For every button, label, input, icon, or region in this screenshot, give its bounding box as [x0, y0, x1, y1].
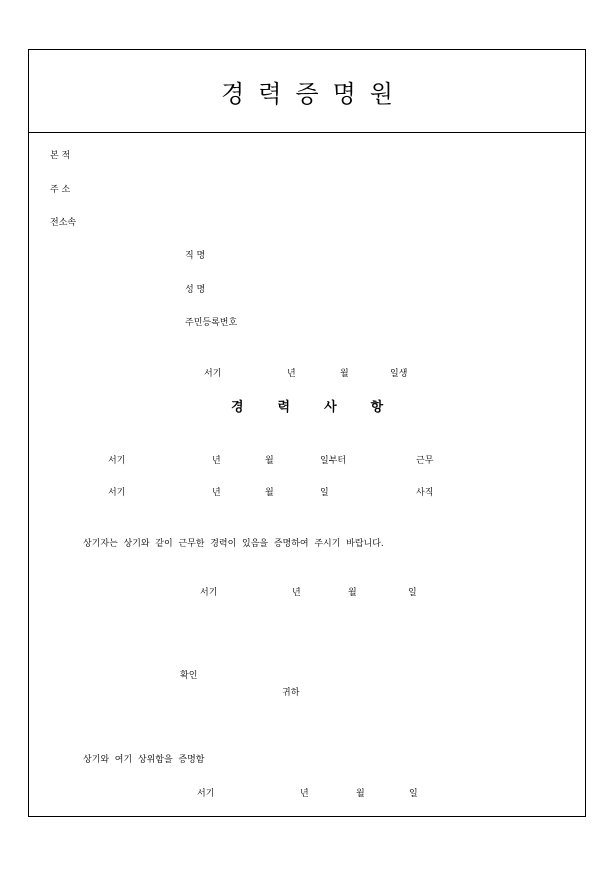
field-bonjeok-label: 본 적	[50, 151, 71, 161]
career-from-year: 년	[212, 456, 221, 466]
birth-month: 월	[340, 369, 349, 379]
birth-year: 년	[287, 369, 296, 379]
career-to-year: 년	[212, 488, 221, 498]
certify-date-era: 서기	[197, 789, 215, 799]
career-from-day: 일부터	[320, 456, 347, 466]
request-date-year: 년	[292, 588, 301, 598]
career-from-month: 월	[265, 456, 274, 466]
career-heading: 경력사항	[231, 400, 418, 415]
title-row	[29, 50, 585, 133]
request-date-era: 서기	[200, 588, 218, 598]
certify-date-day: 일	[409, 789, 418, 799]
birth-era: 서기	[204, 369, 222, 379]
document-title: 경력증명원	[221, 80, 407, 108]
field-address-label: 주 소	[50, 185, 71, 195]
certify-date-year: 년	[300, 789, 309, 799]
field-resident-number-label: 주민등록번호	[185, 318, 238, 328]
career-to-month: 월	[265, 488, 274, 498]
applicant-label: 확인	[180, 671, 198, 681]
career-to-era: 서기	[108, 488, 126, 498]
certify-sentence: 상기와 여기 상위함을 증명함	[83, 755, 205, 765]
field-previous-affiliation-label: 전소속	[50, 218, 77, 228]
career-from-era: 서기	[108, 456, 126, 466]
request-sentence: 상기자는 상기와 같이 근무한 경력이 있음을 증명하여 주시기 바랍니다.	[83, 539, 384, 549]
career-to-day: 일	[320, 488, 329, 498]
certificate-form	[28, 49, 586, 817]
field-name-label: 성 명	[185, 285, 206, 295]
certify-date-month: 월	[356, 789, 365, 799]
birth-day: 일생	[390, 369, 408, 379]
recipient-label: 귀하	[282, 688, 300, 698]
request-date-month: 월	[348, 588, 357, 598]
field-position-label: 직 명	[185, 251, 206, 261]
career-to-status: 사직	[416, 488, 434, 498]
career-from-status: 근무	[416, 456, 434, 466]
request-date-day: 일	[408, 588, 417, 598]
